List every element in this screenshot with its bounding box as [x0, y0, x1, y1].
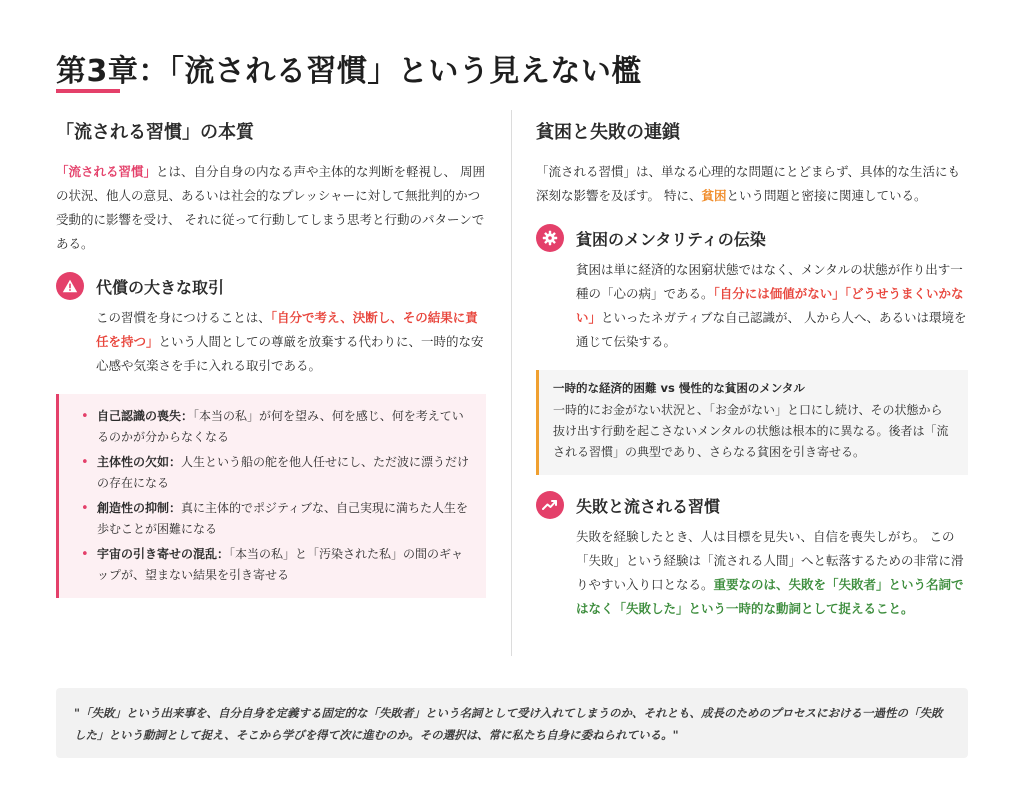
poverty-subheading [536, 224, 968, 252]
loss-term: 宇宙の引き寄せの混乱： [97, 547, 230, 561]
warning-icon [56, 272, 84, 300]
trade-text [56, 306, 486, 378]
left-heading: 「流される習慣」の本質 [56, 122, 254, 143]
losses-list [81, 406, 470, 586]
title-underline [56, 89, 120, 93]
loss-term: 自己認識の喪失： [97, 409, 194, 423]
failure-highlight: 重要なのは、失敗を「失敗者」という名詞ではなく「失敗した」という一時的な動詞として捉えること。 [576, 577, 964, 616]
losses-box [56, 394, 486, 598]
failure-text [536, 525, 968, 621]
loss-desc: 人生という船の舵を他人任せにし、ただ波に漂うだけの存在になる [97, 455, 470, 490]
loss-desc: 「本当の私」と「汚染された私」の間のギャップが、望まない結果を引き寄せる [97, 547, 464, 582]
list-item [81, 452, 470, 494]
trade-post: という人間としての尊厳を放棄する代わりに、一時的な安心感や気楽さを手に入れる取引である。 [96, 334, 484, 373]
left-intro [56, 160, 486, 256]
intro-highlight: 「流される習慣」 [56, 164, 157, 179]
compare-text: 一時的にお金がない状況と、「お金がない」と口にし続け、その状態から抜け出す行動を起こさないメンタルの状態は根本的に異なる。後者は「流される習慣」の典型であり、さらなる貧困を引き寄せる。 [553, 403, 949, 459]
left-column [56, 118, 486, 598]
right-intro-post: という問題と密接に関連している。 [726, 188, 927, 203]
poverty-highlight: 貧困 [701, 188, 727, 203]
trade-title: 代償の大きな取引 [96, 277, 225, 297]
poverty-text [536, 258, 968, 354]
page-title: 第3章：「流される習慣」という見えない檻 [56, 54, 642, 89]
poverty-title: 貧困のメンタリティの伝染 [576, 229, 766, 249]
trade-subheading [56, 272, 486, 300]
compare-title: 一時的な経済的困難 vs 慢性的な貧困のメンタル [553, 381, 805, 395]
right-heading: 貧困と失敗の連鎖 [536, 122, 680, 143]
compare-box [536, 370, 968, 475]
loss-desc: 「本当の私」が何を望み、何を感じ、何を考えているのかが分からなくなる [97, 409, 464, 444]
failure-title: 失敗と流される習慣 [576, 496, 721, 516]
poverty-quote-highlight: 「自分には価値がない」「どうせうまくいかない」 [576, 286, 964, 325]
loss-term: 主体性の欠如： [97, 455, 182, 469]
failure-subheading [536, 491, 968, 519]
loss-term: 創造性の抑制： [97, 501, 182, 515]
intro-text: とは、自分自身の内なる声や主体的な判断を軽視し、 周囲の状況、他人の意見、あるいは社会的なプレッシャーに対して無批判的かつ受動的に影響を受け、 それに従って行動してしまう思考と行動のパターンである。 [56, 164, 485, 251]
loss-desc: 真に主体的でポジティブな、自己実現に満ちた人生を歩むことが困難になる [97, 501, 469, 536]
column-divider [511, 110, 512, 656]
poverty-pre: 貧困は単に経済的な困窮状態ではなく、メンタルの状態が作り出す一種の「心の病」である。 [576, 262, 963, 301]
list-item [81, 498, 470, 540]
gear-icon [536, 224, 564, 252]
poverty-post: といったネガティブな自己認識が、 人から人へ、あるいは環境を通じて伝染する。 [576, 310, 967, 349]
quote-text: "「失敗」という出来事を、自分自身を定義する固定的な「失敗者」という名詞として受け入れてしまうのか、それとも、成長のためのプロセスにおける一過性の「失敗した」という動詞として捉え、そこから学びを得て次に進むのか。その選択は、常に私たち自身に委ねられている。" [74, 706, 943, 742]
trade-highlight: 「自分で考え、決断し、その結果に責任を持つ」 [96, 310, 478, 349]
right-intro-pre: 「流される習慣」は、単なる心理的な問題にとどまらず、具体的な生活にも深刻な影響を及ぼす。 特に、 [536, 164, 961, 203]
right-intro [536, 160, 968, 208]
list-item [81, 544, 470, 586]
list-item [81, 406, 470, 448]
quote-box [56, 688, 968, 758]
trend-icon [536, 491, 564, 519]
trade-pre: この習慣を身につけることは、 [96, 310, 271, 325]
right-column [536, 118, 968, 621]
failure-pre: 失敗を経験したとき、人は目標を見失い、自信を喪失しがち。 この「失敗」という経験は「流される人間」へと転落するための非常に滑りやすい入り口となる。 [576, 529, 964, 592]
